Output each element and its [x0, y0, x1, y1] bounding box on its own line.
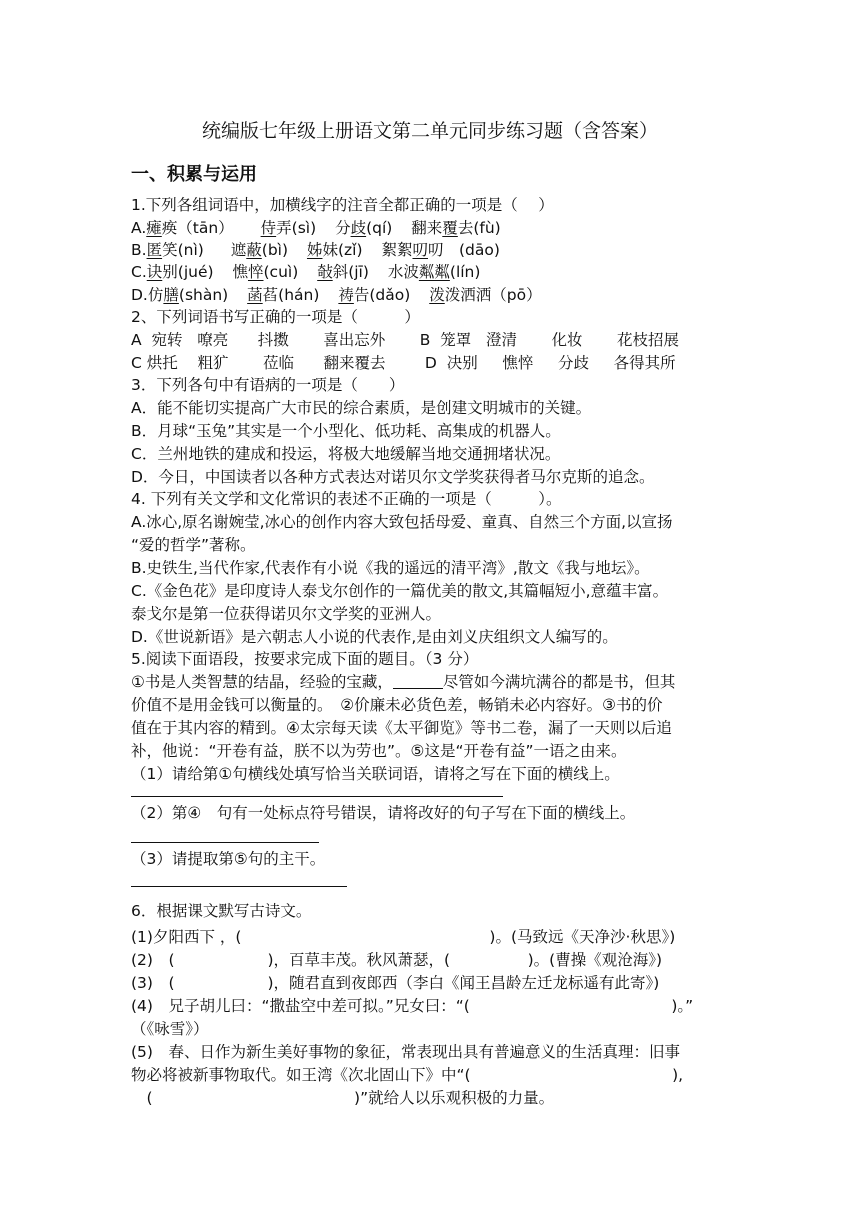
- q1-option-c: C.诀别(jué) 憔悴(cuì) 敧斜(jī) 水波粼粼(lín): [131, 263, 481, 281]
- q4-option-a-line2: “爱的哲学”著称。: [131, 536, 256, 554]
- q5-passage-line2: 价值不是用金钱可以衡量的。 ②价廉未必货色差，畅销未必内容好。③书的价: [131, 696, 663, 714]
- q6-item-4-source: （《咏雪》）: [131, 1020, 209, 1038]
- q4-option-c-line2: 泰戈尔是第一位获得诺贝尔文学奖的亚洲人。: [131, 605, 442, 623]
- q6-item-1: (1)夕阳西下 ，( )。(马致远《天净沙·秋思》): [131, 928, 676, 946]
- q1-stem: 1.下列各组词语中，加横线字的注音全都正确的一项是（ ）: [131, 196, 554, 214]
- q5-sub3: （3）请提取第⑤句的主干。: [131, 850, 326, 868]
- q4-option-d: D.《世说新语》是六朝志人小说的代表作,是由刘义庆组织文人编写的。: [131, 628, 618, 646]
- q6-item-5-line2: 物必将被新事物取代。如王湾《次北固山下》中“( ),: [131, 1066, 684, 1084]
- q3-option-a: A．能不能切实提高广大市民的综合素质，是创建文明城市的关键。: [131, 399, 592, 417]
- q3-option-c: C．兰州地铁的建成和投运，将极大地缓解当地交通拥堵状况。: [131, 445, 561, 463]
- q5-passage-line4: 补，他说：“开卷有益，朕不以为劳也”。⑤这是“开卷有益”一语之由来。: [131, 742, 627, 760]
- q6-item-4: (4) 兄子胡儿曰：“撒盐空中差可拟。”兄女曰：“( )。”: [131, 997, 694, 1015]
- q4-option-c-line1: C.《金色花》是印度诗人泰戈尔创作的一篇优美的散文,其篇幅短小,意蕴丰富。: [131, 582, 669, 600]
- q5-answer-line-1[interactable]: [131, 796, 503, 797]
- q5-answer-line-3[interactable]: [131, 886, 347, 887]
- section-heading: 一、积累与运用: [131, 164, 257, 185]
- q4-option-b: B.史铁生,当代作家,代表作有小说《我的遥远的清平湾》,散文《我与地坛》。: [131, 559, 650, 577]
- q1-option-a: A.瘫痪（tān） 侍弄(sì) 分歧(qí) 翻来覆去(fù): [131, 219, 501, 237]
- q2-options-cd: C 烘托 粗犷 莅临 翻来覆去 D 决别 憔悴 分歧 各得其所: [131, 354, 676, 372]
- q3-option-b: B．月球“玉兔”其实是一个小型化、低功耗、高集成的机器人。: [131, 422, 561, 440]
- q6-item-2: (2) ( )，百草丰茂。秋风萧瑟，( )。(曹操《观沧海》): [131, 951, 662, 969]
- q5-answer-line-2[interactable]: [131, 842, 319, 843]
- document-title: 统编版七年级上册语文第二单元同步练习题（含答案）: [201, 120, 658, 142]
- q5-passage-line3: 值在于其内容的精到。④太宗每天读《太平御览》等书二卷，漏了一天则以后追: [131, 719, 672, 737]
- q4-stem: 4. 下列有关文学和文化常识的表述不正确的一项是（ ）。: [131, 490, 562, 508]
- q1-option-b: B.匿笑(nì) 遮蔽(bì) 姊妹(zǐ) 絮絮叨叨 (dāo): [131, 241, 500, 259]
- q6-item-3: (3) ( )，随君直到夜郎西（李白《闻王昌龄左迁龙标遥有此寄》): [131, 974, 660, 992]
- q3-option-d: D．今日，中国读者以各种方式表达对诺贝尔文学奖获得者马尔克斯的追念。: [131, 468, 655, 486]
- q3-stem: 3．下列各句中有语病的一项是（ ）: [131, 376, 405, 394]
- q6-item-5-line1: (5) 春、日作为新生美好事物的象征，常表现出具有普遍意义的生活真理：旧事: [131, 1043, 680, 1061]
- q6-stem: 6．根据课文默写古诗文。: [131, 902, 312, 920]
- q5-passage-line1: ①书是人类智慧的结晶，经验的宝藏， 尽管如今满坑满谷的都是书，但其: [131, 673, 676, 691]
- q1-option-d: D.仿膳(shàn) 菡萏(hán) 祷告(dǎo) 泼泼洒洒（pō）: [131, 286, 542, 304]
- q6-item-5-line3: ( )”就给人以乐观积极的力量。: [131, 1089, 555, 1107]
- q5-sub2: （2）第④ 句有一处标点符号错误，请将改好的句子写在下面的横线上。: [131, 804, 636, 822]
- q5-fill-blank[interactable]: [393, 674, 443, 689]
- q2-options-ab: A 宛转 嘹亮 抖擞 喜出忘外 B 笼罩 澄清 化妆 花枝招展: [131, 331, 680, 349]
- q5-sub1: （1）请给第①句横线处填写恰当关联词语，请将之写在下面的横线上。: [131, 765, 620, 783]
- q2-stem: 2、下列词语书写正确的一项是（ ）: [131, 308, 420, 326]
- q5-stem: 5.阅读下面语段，按要求完成下面的题目。（3 分）: [131, 650, 479, 668]
- q4-option-a-line1: A.冰心,原名谢婉莹,冰心的创作内容大致包括母爱、童真、自然三个方面,以宣扬: [131, 513, 673, 531]
